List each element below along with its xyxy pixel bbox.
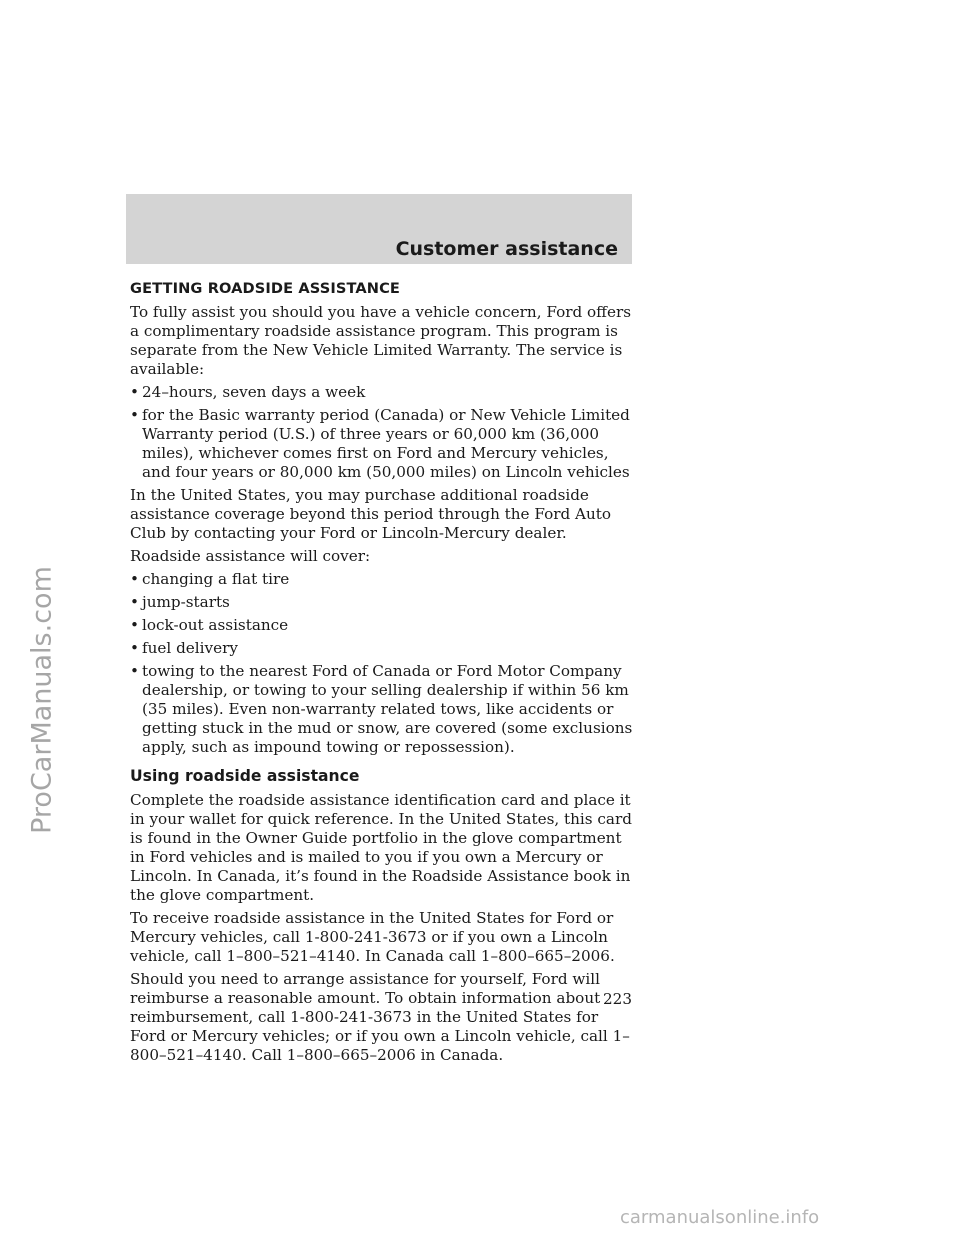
- heading-getting-roadside-assistance: GETTING ROADSIDE ASSISTANCE: [130, 280, 400, 297]
- bullet-icon: •: [130, 570, 139, 588]
- section-title: Customer assistance: [395, 238, 618, 260]
- bullet-icon: •: [130, 639, 139, 657]
- bottom-watermark: carmanualsonline.info: [620, 1207, 820, 1228]
- purchase-note-paragraph: In the United States, you may purchase additional roadside assistance coverage beyond this period through the Ford Auto Club by contacting your Ford or Lincoln-Mercury dealer.: [130, 486, 612, 542]
- id-card-paragraph: Complete the roadside assistance identification card and place it in your wallet for quick reference. In the United States, this card is found in the Owner Guide portfolio in the glove compartment in Ford vehicles and is mailed to you if you own a Mercury or Lincoln. In Canada, it’s found in the Roadside Assistance book in the glove compartment.: [130, 791, 632, 904]
- heading-using-roadside-assistance: Using roadside assistance: [130, 767, 360, 785]
- bullet-icon: •: [130, 662, 139, 680]
- coverage-list: [130, 570, 638, 757]
- section-header-band: [126, 194, 632, 264]
- bullet-icon: •: [130, 406, 139, 424]
- list-item: • 24–hours, seven days a week: [130, 383, 366, 401]
- list-item: • lock-out assistance: [130, 616, 289, 634]
- list-item: • jump-starts: [130, 593, 230, 611]
- bullet-icon: •: [130, 383, 139, 401]
- page-number: 223: [603, 990, 632, 1008]
- intro-paragraph: To fully assist you should you have a vehicle concern, Ford offers a complimentary roadside assistance program. This program is separate from the New Vehicle Limited Warranty. The service is available:: [130, 303, 632, 378]
- availability-list: [130, 383, 638, 482]
- side-watermark: ProCarManuals.com: [26, 566, 58, 834]
- page-content: [130, 279, 638, 1069]
- list-item: • for the Basic warranty period (Canada) or New Vehicle Limited Warranty period (U.S.) of three years or 60,000 km (36,000 miles), whichever comes first on Ford and Mercury vehicles, and four years or 80,000 km (50,000 miles) on Lincoln vehicles: [130, 406, 630, 481]
- coverage-lead: Roadside assistance will cover:: [130, 547, 371, 565]
- list-item: • towing to the nearest Ford of Canada or Ford Motor Company dealership, or towing to your selling dealership if within 56 km (35 miles). Even non-warranty related tows, like accidents or getting stuck in the mud or snow, are covered (some exclusions apply, such as impound towing or repossession).: [130, 662, 633, 756]
- phone-numbers-paragraph: To receive roadside assistance in the United States for Ford or Mercury vehicles, call 1-800-241-3673 or if you own a Lincoln vehicle, call 1–800–521–4140. In Canada call 1–800–665–2006.: [130, 909, 615, 965]
- bullet-icon: •: [130, 616, 139, 634]
- reimbursement-paragraph: Should you need to arrange assistance for yourself, Ford will reimburse a reasonable amount. To obtain information about reimbursement, call 1-800-241-3673 in the United States for Ford or Mercury vehicles; or if you own a Lincoln vehicle, call 1–800–521–4140. Call 1–800–665–2006 in Canada.: [130, 970, 630, 1064]
- list-item: • changing a flat tire: [130, 570, 290, 588]
- list-item: • fuel delivery: [130, 639, 238, 657]
- bullet-icon: •: [130, 593, 139, 611]
